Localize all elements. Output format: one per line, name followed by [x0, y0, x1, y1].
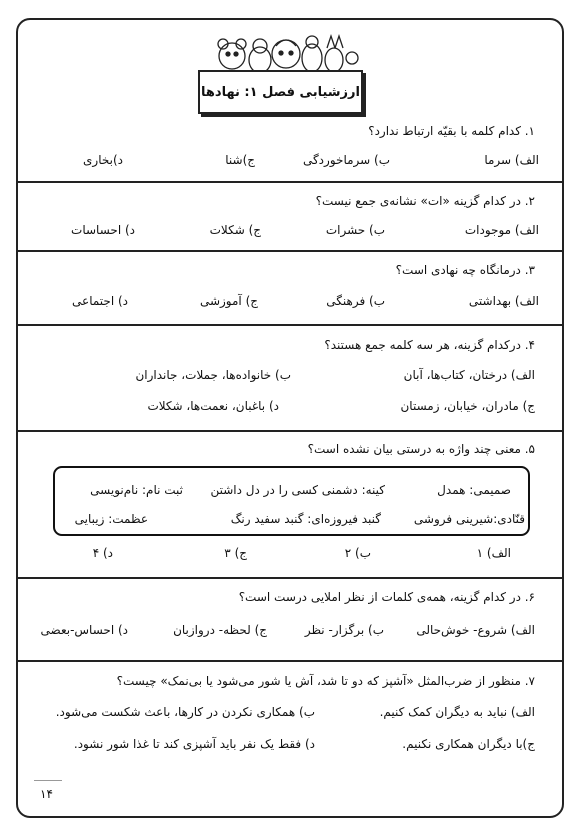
- page-title: ارزشیابی فصل ۱: نهادها: [198, 70, 363, 114]
- vocab-item: کینه: دشمنی کسی را در دل داشتن: [210, 483, 385, 497]
- q3-option-b[interactable]: ب) فرهنگی: [326, 294, 385, 308]
- q7-option-b[interactable]: ب) همکاری نکردن در کارها، باعث شکست می‌شود.: [55, 705, 315, 719]
- q4-option-a[interactable]: الف) درختان، کتاب‌ها، آبان: [403, 368, 535, 382]
- q1-option-d[interactable]: د)بخاری: [83, 153, 123, 167]
- vocab-item: قنّادی:شیرینی فروشی: [413, 512, 525, 526]
- q6-option-c[interactable]: ج) لحظه- دروازبان: [173, 623, 267, 637]
- q2-option-d[interactable]: د) احساسات: [71, 223, 135, 237]
- cartoon-animals-icon: [214, 28, 360, 76]
- q3-option-d[interactable]: د) اجتماعی: [72, 294, 128, 308]
- divider: [17, 577, 563, 579]
- question-7-stem: ۷. منظور از ضرب‌المثل «آشپز که دو تا شد، آش یا شور می‌شود یا بی‌نمک» چیست؟: [116, 674, 535, 688]
- divider: [17, 660, 563, 662]
- q5-option-b[interactable]: ب) ۲: [344, 546, 371, 560]
- q2-option-b[interactable]: ب) حشرات: [325, 223, 385, 237]
- vocab-item: ثبت نام: نام‌نویسی: [90, 483, 183, 497]
- question-3-stem: ۳. درمانگاه چه نهادی است؟: [395, 263, 535, 277]
- question-4-stem: ۴. درکدام گزینه، هر سه کلمه جمع هستند؟: [324, 338, 535, 352]
- q2-option-a[interactable]: الف) موجودات: [464, 223, 539, 237]
- vocab-item: عظمت: زیبایی: [74, 512, 148, 526]
- q4-option-c[interactable]: ج) مادران، خیابان، زمستان: [400, 399, 535, 413]
- q5-option-d[interactable]: د) ۴: [92, 546, 113, 560]
- q6-option-d[interactable]: د) احساس-بعضی: [40, 623, 128, 637]
- question-6-stem: ۶. در کدام گزینه، همه‌ی کلمات از نظر املایی درست است؟: [238, 590, 535, 604]
- q1-option-c[interactable]: ج)شنا: [225, 153, 255, 167]
- q2-option-c[interactable]: ج) شکلات: [209, 223, 261, 237]
- q7-option-a[interactable]: الف) نباید به دیگران کمک کنیم.: [379, 705, 535, 719]
- question-1-stem: ۱. کدام کلمه با بقیّه ارتباط ندارد؟: [368, 124, 535, 138]
- divider: [17, 324, 563, 326]
- vocab-item: صمیمی: همدل: [437, 483, 511, 497]
- question-2-stem: ۲. در کدام گزینه «ات» نشانه‌ی جمع نیست؟: [315, 194, 535, 208]
- q6-option-b[interactable]: ب) برگزار- نظر: [304, 623, 384, 637]
- divider: [17, 250, 563, 252]
- q4-option-b[interactable]: ب) خانواده‌ها، جملات، جانداران: [135, 368, 291, 382]
- q7-option-d[interactable]: د) فقط یک نفر باید آشپزی کند تا غذا شور نشود.: [73, 737, 315, 751]
- page-number: ۱۴: [40, 787, 53, 801]
- q6-option-a[interactable]: الف) شروع- خوش‌حالی: [416, 623, 535, 637]
- q1-option-b[interactable]: ب) سرماخوردگی: [302, 153, 390, 167]
- q4-option-d[interactable]: د) باغبان، نعمت‌ها، شکلات: [147, 399, 279, 413]
- vocab-item: گنبد فیروزه‌ای: گنبد سفید رنگ: [230, 512, 381, 526]
- page-number-rule: [34, 780, 62, 781]
- q3-option-a[interactable]: الف) بهداشتی: [468, 294, 539, 308]
- question-5-stem: ۵. معنی چند واژه به درستی بیان نشده است؟: [307, 442, 535, 456]
- q5-option-c[interactable]: ج) ۳: [224, 546, 247, 560]
- divider: [17, 430, 563, 432]
- q3-option-c[interactable]: ج) آموزشی: [199, 294, 258, 308]
- page-border: [16, 18, 564, 818]
- q5-option-a[interactable]: الف) ۱: [476, 546, 511, 560]
- divider: [17, 181, 563, 183]
- q7-option-c[interactable]: ج)با دیگران همکاری نکنیم.: [402, 737, 535, 751]
- q1-option-a[interactable]: الف) سرما: [484, 153, 539, 167]
